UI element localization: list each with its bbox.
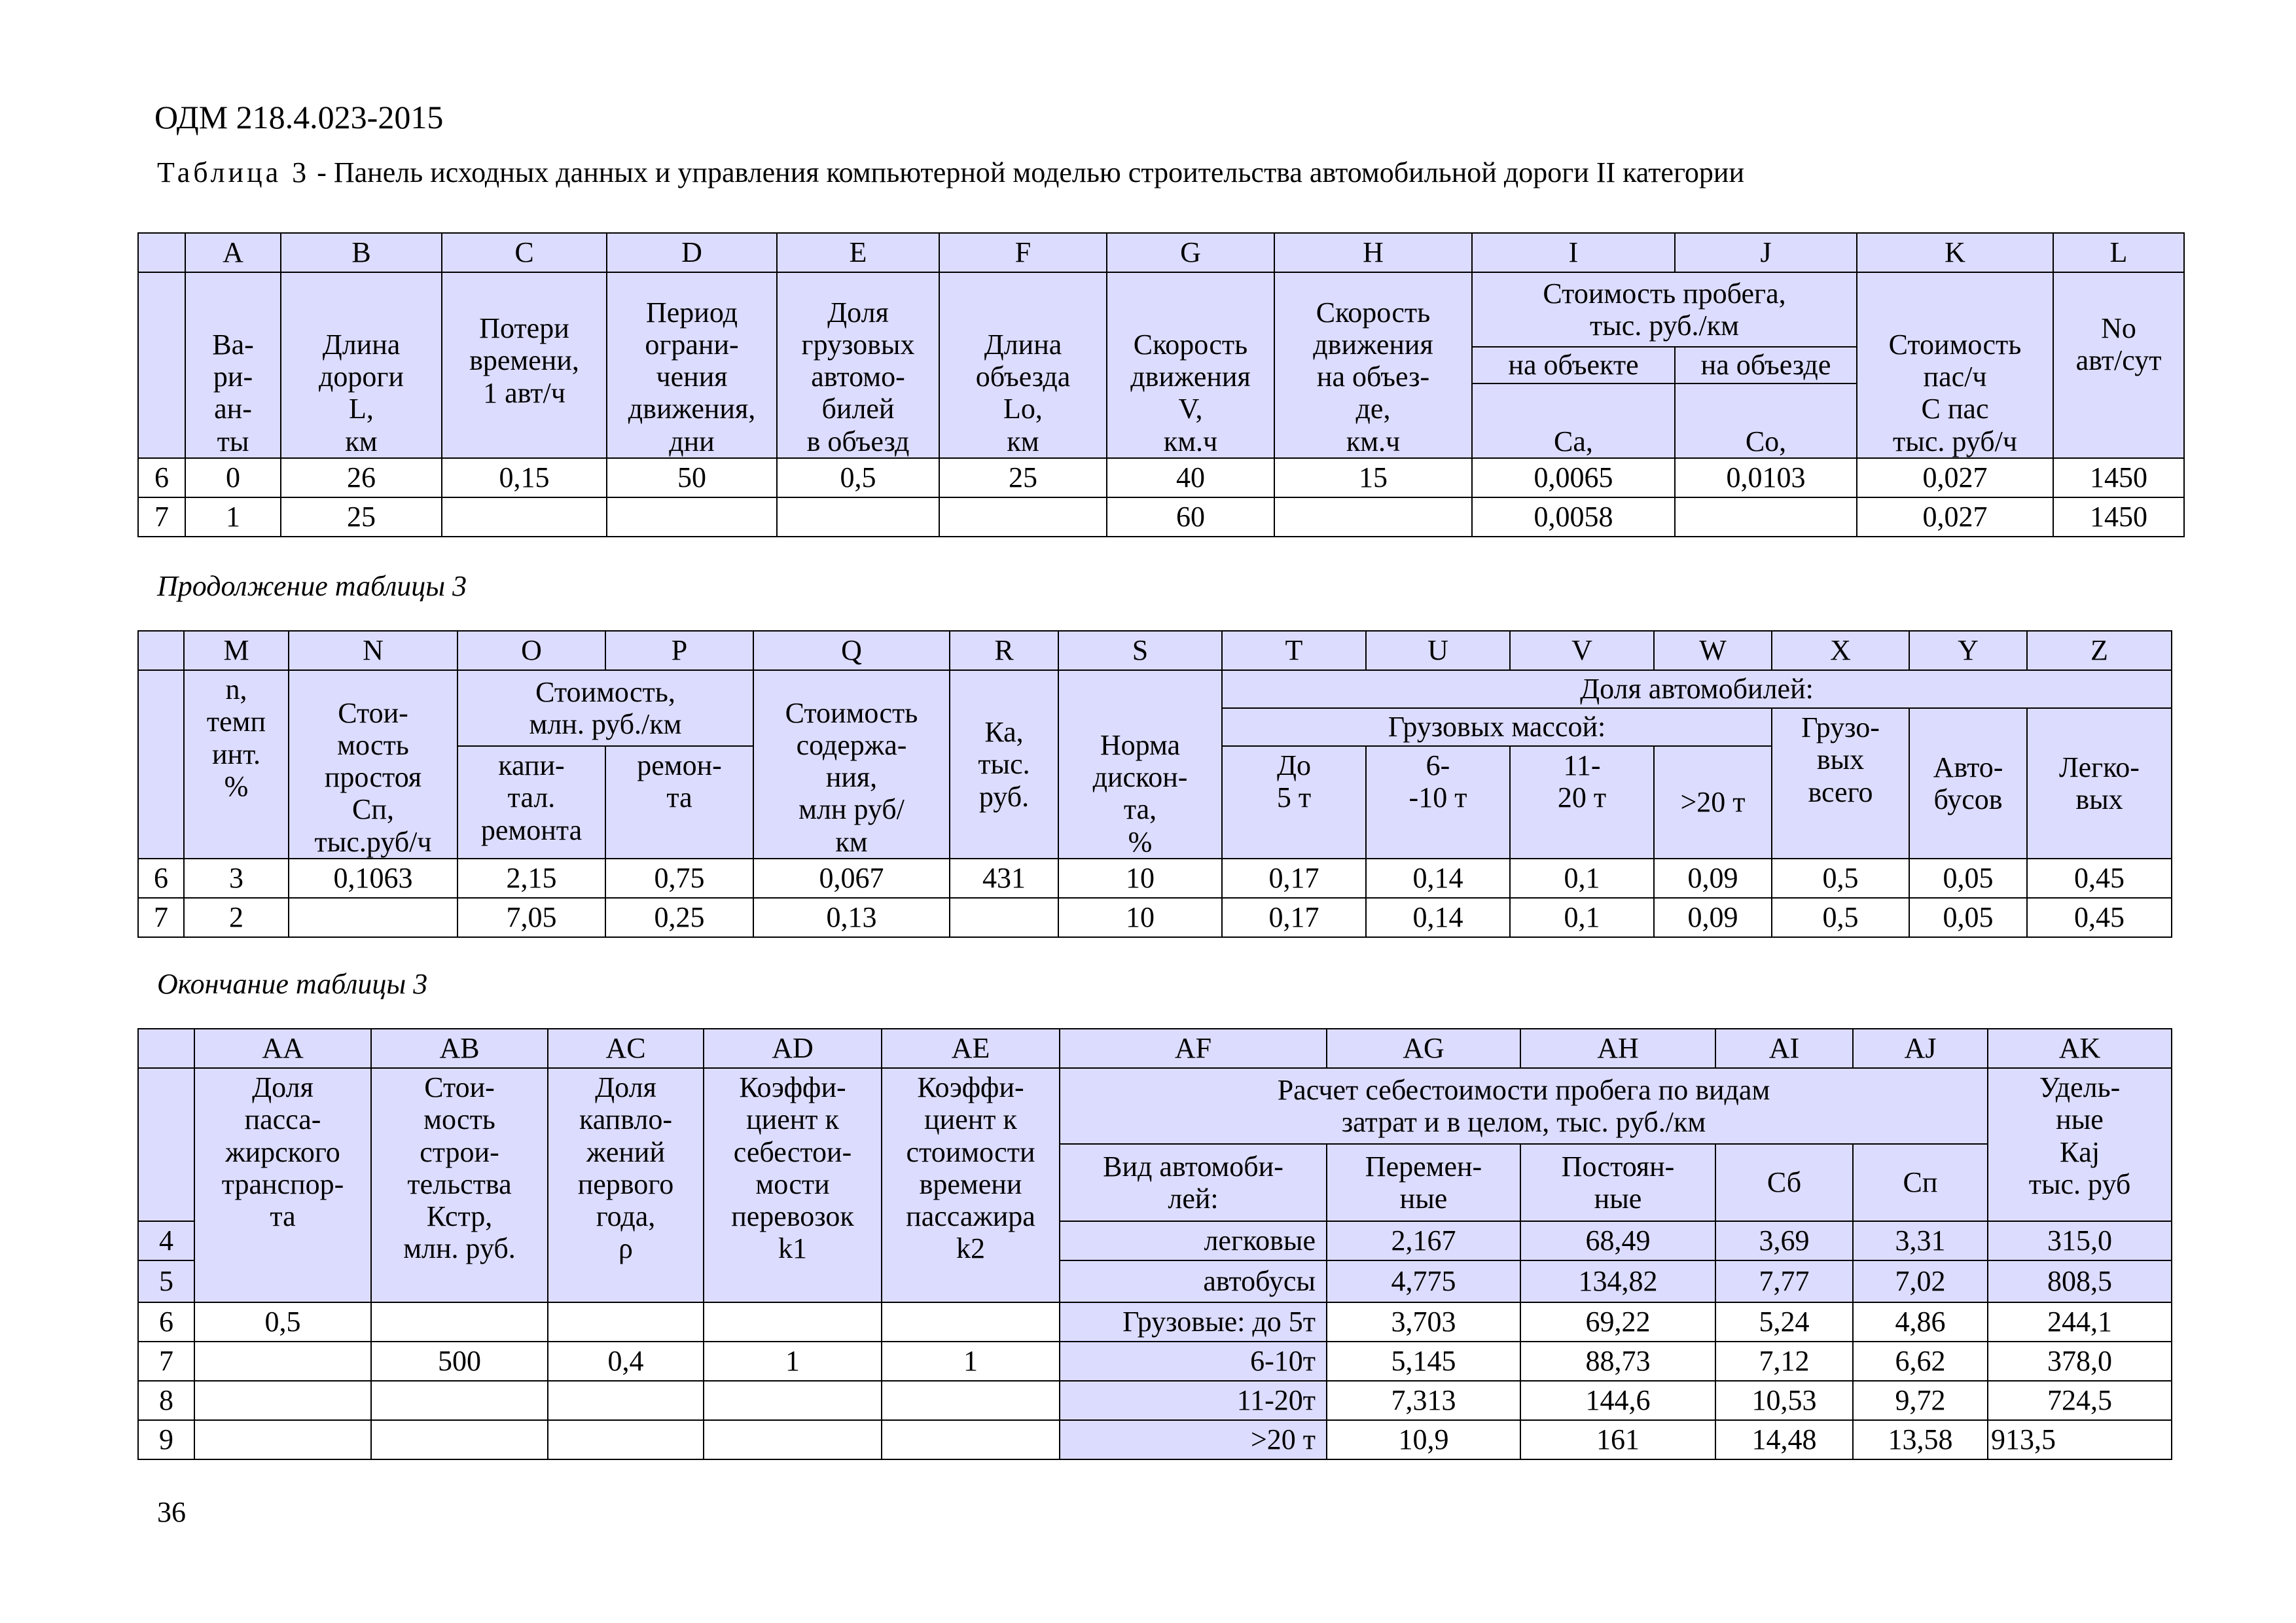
cell: 9,72 (1853, 1381, 1988, 1420)
cell: >20 т (1060, 1420, 1327, 1459)
header-road-length: Длина дороги L, км (281, 272, 442, 458)
cell (548, 1420, 704, 1459)
cell (1675, 497, 1857, 537)
cell: 808,5 (1988, 1260, 2172, 1302)
corner-cell (138, 631, 184, 670)
header-growth-rate: n, темп инт. % (184, 670, 289, 859)
col-letter: X (1772, 631, 1909, 670)
col-letter: AB (371, 1029, 548, 1068)
cell: 0,17 (1222, 859, 1366, 898)
cell: 431 (950, 859, 1058, 898)
col-letter: H (1274, 233, 1472, 272)
header-restriction-period: Период ограни- чения движения, дни (607, 272, 777, 458)
cell: 0,05 (1909, 898, 2027, 937)
col-letter: W (1654, 631, 1772, 670)
cell: 0,1 (1510, 859, 1654, 898)
cell: 0,5 (1772, 859, 1909, 898)
col-letter: J (1675, 233, 1857, 272)
col-letter: AH (1520, 1029, 1715, 1068)
cell: 144,6 (1520, 1381, 1715, 1420)
cell (194, 1381, 371, 1420)
cell: 5,24 (1715, 1302, 1853, 1342)
header-variant: Ва- ри- ан- ты (185, 272, 281, 458)
cell (548, 1302, 704, 1342)
table-row (138, 898, 2172, 937)
header-up-to-5t: До 5 т (1222, 746, 1366, 859)
cell: 4 (138, 1221, 194, 1260)
col-letter: O (457, 631, 605, 670)
cell: 6 (138, 859, 184, 898)
cell: 9 (138, 1420, 194, 1459)
header-sp: Сп (1853, 1144, 1988, 1221)
cell: 0,0103 (1675, 458, 1857, 497)
header-6-10t: 6- -10 т (1366, 746, 1510, 859)
col-letter: D (607, 233, 777, 272)
table-row (138, 1381, 2172, 1420)
cell: 0,25 (605, 898, 753, 937)
document-code: ОДМ 218.4.023-2015 (154, 99, 444, 135)
cell: 0,5 (777, 458, 939, 497)
cell (704, 1302, 882, 1342)
header-run-cost-calc: Расчет себестоимости пробега по видам затрат и в целом, тыс. руб./км (1060, 1068, 1988, 1144)
cell: 1 (882, 1342, 1060, 1381)
col-letter: C (442, 233, 607, 272)
cell: 0,09 (1654, 859, 1772, 898)
table-row (138, 458, 2184, 497)
header-ka: Ка, тыс. руб. (950, 670, 1058, 859)
table-3-part-2 (137, 630, 2172, 938)
cell (704, 1381, 882, 1420)
row-index-blank (138, 670, 184, 859)
cell (939, 497, 1107, 537)
header-on-detour: на объезде (1675, 347, 1857, 383)
cell: 0,027 (1857, 458, 2053, 497)
column-letters-row (138, 1029, 2172, 1068)
cell: 315,0 (1988, 1221, 2172, 1260)
cell: 4,775 (1327, 1260, 1520, 1302)
cell: легковые (1060, 1221, 1327, 1260)
header-passenger-share: Доля пасса- жирского транспор- та (194, 1068, 371, 1302)
cell: 40 (1107, 458, 1274, 497)
col-letter: K (1857, 233, 2053, 272)
corner-cell (138, 233, 185, 272)
col-letter: F (939, 233, 1107, 272)
cell: 68,49 (1520, 1221, 1715, 1260)
cell: 69,22 (1520, 1302, 1715, 1342)
header-run-cost: Стоимость пробега, тыс. руб./км (1472, 272, 1857, 347)
cell (882, 1381, 1060, 1420)
cell: 11-20т (1060, 1381, 1327, 1420)
cell: 0,1063 (289, 859, 457, 898)
header-construction-cost: Стои- мость строи- тельства Кстр, млн. руб. (371, 1068, 548, 1302)
table-row (138, 497, 2184, 537)
table-row (138, 1302, 2172, 1342)
cell: 1 (704, 1342, 882, 1381)
cell: 0,0065 (1472, 458, 1675, 497)
cell: 0,17 (1222, 898, 1366, 937)
cell: Грузовые: до 5т (1060, 1302, 1327, 1342)
table-3-part-1 (137, 232, 2185, 537)
cell (442, 497, 607, 537)
ending-label: Окончание таблицы 3 (157, 968, 428, 1000)
header-detour-speed: Скорость движения на объез- де, км.ч (1274, 272, 1472, 458)
col-letter: B (281, 233, 442, 272)
cell: 0,4 (548, 1342, 704, 1381)
header-traffic: No авт/сут (2053, 272, 2184, 458)
cell: 50 (607, 458, 777, 497)
header-capital-repair: капи- тал. ремонта (457, 746, 605, 859)
cell: 3,31 (1853, 1221, 1988, 1260)
cell: 0,0058 (1472, 497, 1675, 537)
cell: 0,027 (1857, 497, 2053, 537)
table-title-label: Таблица 3 (157, 156, 310, 188)
cell: 8 (138, 1381, 194, 1420)
cell: 0,05 (1909, 859, 2027, 898)
cell: 10 (1058, 859, 1222, 898)
col-letter: R (950, 631, 1058, 670)
header-specific-kaj: Удель- ные Кaj тыс. руб (1988, 1068, 2172, 1221)
cell: 0,15 (442, 458, 607, 497)
col-letter: L (2053, 233, 2184, 272)
table-row (138, 1342, 2172, 1381)
cell: 26 (281, 458, 442, 497)
header-sb: Сб (1715, 1144, 1853, 1221)
continuation-label: Продолжение таблицы 3 (157, 570, 467, 602)
cell: 6,62 (1853, 1342, 1988, 1381)
cell: 1 (185, 497, 281, 537)
col-letter: Z (2027, 631, 2172, 670)
col-letter: AD (704, 1029, 882, 1068)
col-letter: V (1510, 631, 1654, 670)
cell (704, 1420, 882, 1459)
header-on-object: на объекте (1472, 347, 1675, 383)
cell: 500 (371, 1342, 548, 1381)
header-passenger-cost: Стоимость пас/ч С пас тыс. руб/ч (1857, 272, 2053, 458)
cell: 0,45 (2027, 859, 2172, 898)
cell (194, 1342, 371, 1381)
header-row (138, 272, 2184, 347)
header-cargo-share: Доля грузовых автомо- билей в объезд (777, 272, 939, 458)
table-title (157, 156, 1744, 189)
header-ca: Са, (1472, 383, 1675, 458)
col-letter: G (1107, 233, 1274, 272)
cell (1274, 497, 1472, 537)
cell: 0,5 (1772, 898, 1909, 937)
col-letter: AF (1060, 1029, 1327, 1068)
cell (777, 497, 939, 537)
table-3-part-3 (137, 1028, 2172, 1460)
row-index-blank (138, 1068, 194, 1221)
header-k2: Коэффи- циент к стоимости времени пассажира k2 (882, 1068, 1060, 1302)
cell: 10,9 (1327, 1420, 1520, 1459)
cell: 7,313 (1327, 1381, 1520, 1420)
header-buses: Авто- бусов (1909, 708, 2027, 859)
header-speed: Скорость движения V, км.ч (1107, 272, 1274, 458)
header-downtime-cost: Стои- мость простоя Сп, тыс.руб/ч (289, 670, 457, 859)
row-index-blank (138, 272, 185, 458)
table-row (138, 1420, 2172, 1459)
header-cost: Стоимость, млн. руб./км (457, 670, 753, 746)
cell: 7,05 (457, 898, 605, 937)
header-cars: Легко- вых (2027, 708, 2172, 859)
cell: 0,75 (605, 859, 753, 898)
cell: 5,145 (1327, 1342, 1520, 1381)
table-title-text: - Панель исходных данных и управления компьютерной моделью строительства автомобильной дороги II категории (310, 156, 1745, 188)
cell (882, 1420, 1060, 1459)
cell: 7 (138, 497, 185, 537)
cell (371, 1302, 548, 1342)
cell: 60 (1107, 497, 1274, 537)
header-vehicle-share: Доля автомобилей: (1222, 670, 2172, 708)
column-letters-row (138, 233, 2184, 272)
header-repair: ремон- та (605, 746, 753, 859)
cell: автобусы (1060, 1260, 1327, 1302)
cell: 0,5 (194, 1302, 371, 1342)
cell: 6 (138, 458, 185, 497)
header-detour-length: Длина объезда Lo, км (939, 272, 1107, 458)
table-row (138, 859, 2172, 898)
corner-cell (138, 1029, 194, 1068)
page-number: 36 (157, 1496, 186, 1528)
col-letter: AK (1988, 1029, 2172, 1068)
header-cargo-by-mass: Грузовых массой: (1222, 708, 1772, 746)
header-cargo-total: Грузо- вых всего (1772, 708, 1909, 859)
cell: 3,69 (1715, 1221, 1853, 1260)
cell (371, 1420, 548, 1459)
col-letter: T (1222, 631, 1366, 670)
cell (194, 1420, 371, 1459)
cell: 1450 (2053, 458, 2184, 497)
col-letter: U (1366, 631, 1510, 670)
cell: 25 (281, 497, 442, 537)
cell: 0,067 (753, 859, 950, 898)
cell: 7 (138, 898, 184, 937)
cell: 0 (185, 458, 281, 497)
cell: 2,167 (1327, 1221, 1520, 1260)
col-letter: AJ (1853, 1029, 1988, 1068)
col-letter: S (1058, 631, 1222, 670)
cell: 6 (138, 1302, 194, 1342)
cell: 7 (138, 1342, 194, 1381)
cell: 6-10т (1060, 1342, 1327, 1381)
col-letter: N (289, 631, 457, 670)
header-first-year-share: Доля капвло- жений первого года, ρ (548, 1068, 704, 1302)
cell: 7,77 (1715, 1260, 1853, 1302)
cell (950, 898, 1058, 937)
cell: 244,1 (1988, 1302, 2172, 1342)
col-letter: AC (548, 1029, 704, 1068)
cell: 724,5 (1988, 1381, 2172, 1420)
header-vehicle-type: Вид автомоби- лей: (1060, 1144, 1327, 1221)
col-letter: A (185, 233, 281, 272)
header-row (138, 1068, 2172, 1144)
cell: 10 (1058, 898, 1222, 937)
header-row (138, 670, 2172, 708)
column-letters-row (138, 631, 2172, 670)
header-11-20t: 11- 20 т (1510, 746, 1654, 859)
col-letter: E (777, 233, 939, 272)
cell (548, 1381, 704, 1420)
cell: 13,58 (1853, 1420, 1988, 1459)
cell: 0,09 (1654, 898, 1772, 937)
cell: 15 (1274, 458, 1472, 497)
cell: 3 (184, 859, 289, 898)
cell: 2 (184, 898, 289, 937)
col-letter: AA (194, 1029, 371, 1068)
cell: 0,1 (1510, 898, 1654, 937)
col-letter: M (184, 631, 289, 670)
col-letter: Q (753, 631, 950, 670)
cell: 5 (138, 1260, 194, 1302)
header-fixed: Постоян- ные (1520, 1144, 1715, 1221)
cell: 14,48 (1715, 1420, 1853, 1459)
header-variable: Перемен- ные (1327, 1144, 1520, 1221)
header-co: Со, (1675, 383, 1857, 458)
header-k1: Коэффи- циент к себестои- мости перевозок k1 (704, 1068, 882, 1302)
col-letter: P (605, 631, 753, 670)
col-letter: Y (1909, 631, 2027, 670)
cell: 7,02 (1853, 1260, 1988, 1302)
cell: 88,73 (1520, 1342, 1715, 1381)
cell: 4,86 (1853, 1302, 1988, 1342)
cell: 913,5 (1988, 1420, 2172, 1459)
cell (607, 497, 777, 537)
cell: 2,15 (457, 859, 605, 898)
cell: 134,82 (1520, 1260, 1715, 1302)
cell (371, 1381, 548, 1420)
header-discount-rate: Норма дискон- та, % (1058, 670, 1222, 859)
header-maintenance-cost: Стоимость содержа- ния, млн руб/ км (753, 670, 950, 859)
header-over-20t: >20 т (1654, 746, 1772, 859)
cell: 378,0 (1988, 1342, 2172, 1381)
col-letter: AG (1327, 1029, 1520, 1068)
cell: 0,13 (753, 898, 950, 937)
cell: 0,14 (1366, 859, 1510, 898)
col-letter: AI (1715, 1029, 1853, 1068)
cell: 25 (939, 458, 1107, 497)
cell: 161 (1520, 1420, 1715, 1459)
cell: 0,14 (1366, 898, 1510, 937)
cell: 7,12 (1715, 1342, 1853, 1381)
cell (289, 898, 457, 937)
col-letter: I (1472, 233, 1675, 272)
col-letter: AE (882, 1029, 1060, 1068)
cell: 1450 (2053, 497, 2184, 537)
cell: 10,53 (1715, 1381, 1853, 1420)
header-time-loss: Потери времени, 1 авт/ч (442, 272, 607, 458)
cell: 0,45 (2027, 898, 2172, 937)
cell (882, 1302, 1060, 1342)
cell: 3,703 (1327, 1302, 1520, 1342)
